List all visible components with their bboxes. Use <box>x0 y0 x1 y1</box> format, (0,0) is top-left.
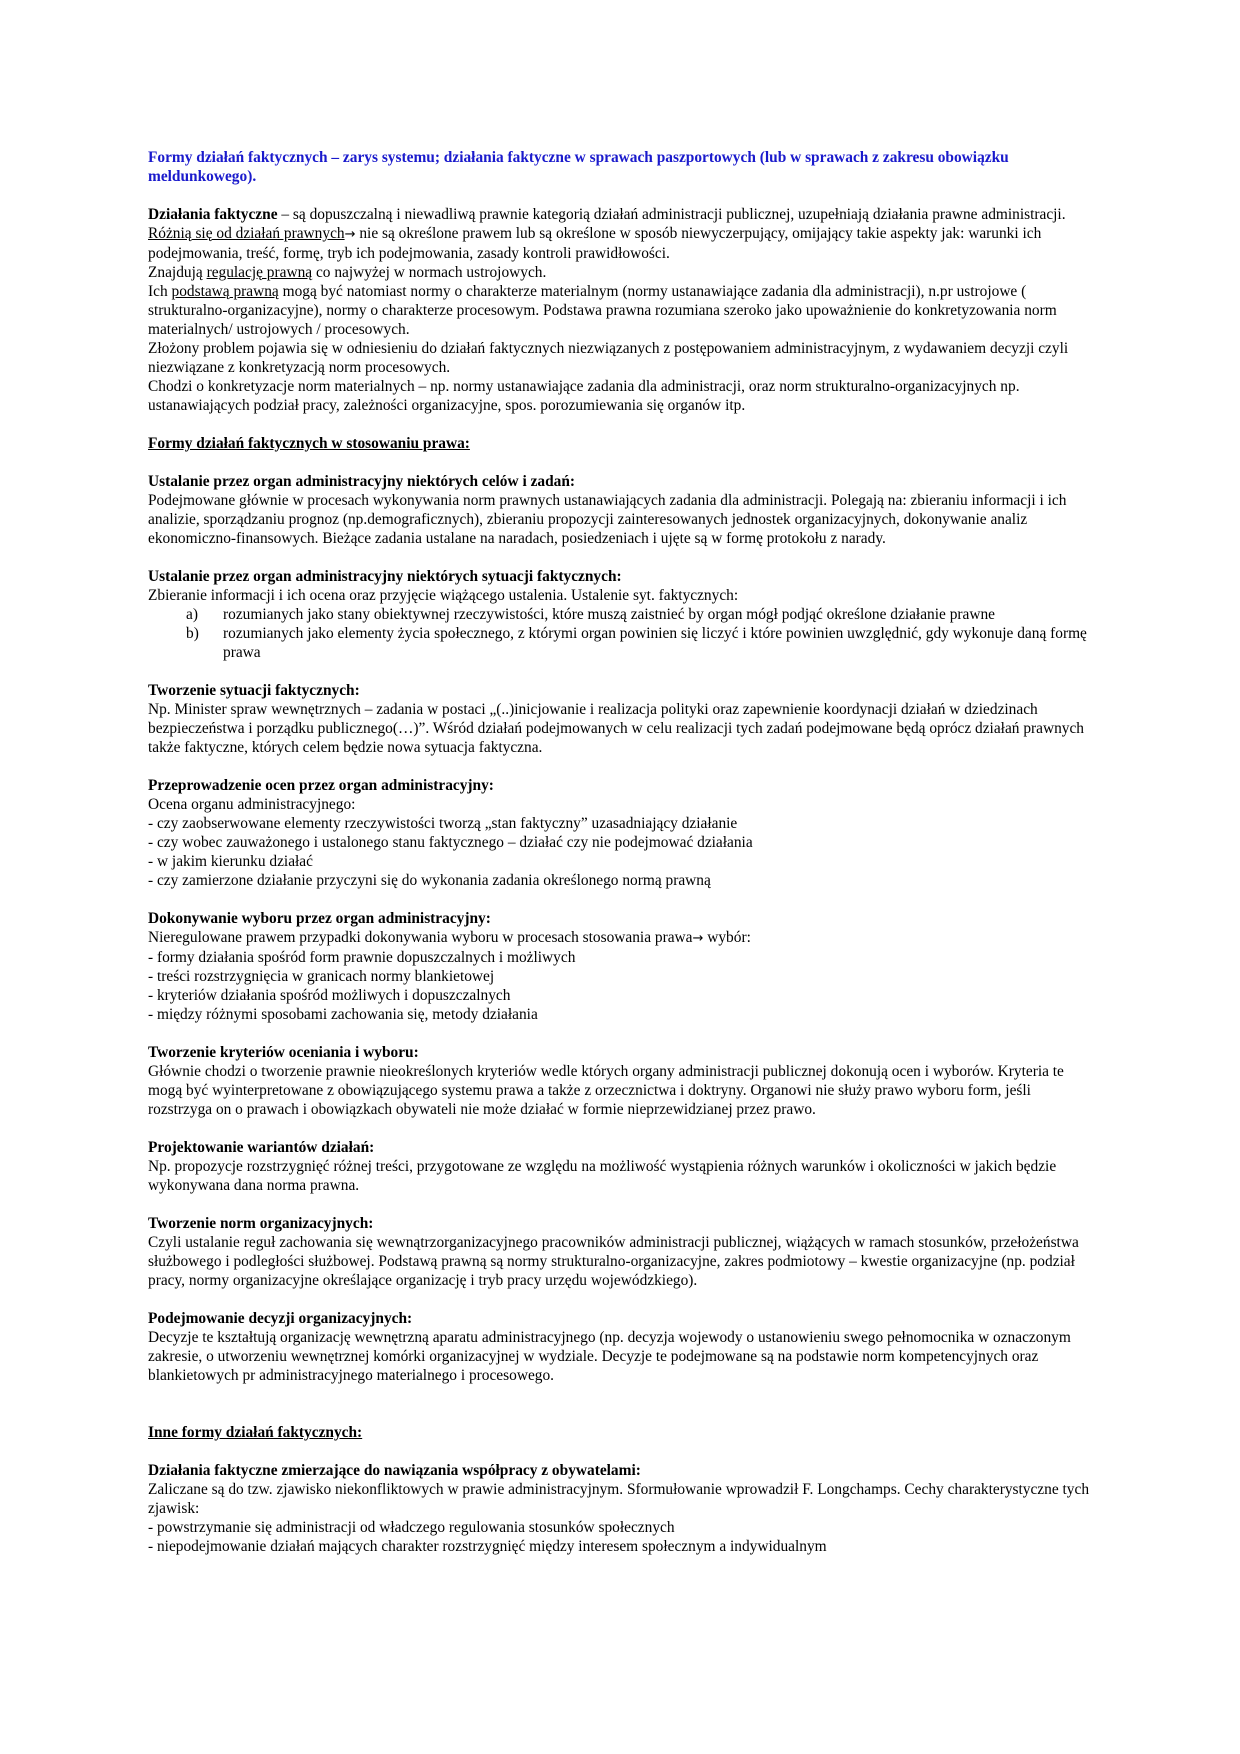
underlined-phrase: podstawą prawną <box>171 283 279 300</box>
intro-paragraph-1: Działania faktyczne – są dopuszczalną i niewadliwą prawnie kategorią działań administracji publicznej, uzupełniają działania prawne administracji. <box>148 206 1066 223</box>
subsection-text: Zaliczane są do tzw. zjawisko niekonfliktowych w prawie administracyjnym. Sformułowanie wprowadził F. Longchamps. Cechy charakterystyczne tych zjawisk: <box>148 1481 1090 1517</box>
underlined-phrase: Różnią się od działań prawnych <box>148 225 345 242</box>
list-marker: a) <box>186 606 198 623</box>
list-line: Ocena organu administracyjnego: <box>148 796 356 813</box>
list-line: - treści rozstrzygnięcia w granicach normy blankietowej <box>148 968 495 985</box>
list-line: - czy wobec zauważonego i ustalonego stanu faktycznego – działać czy nie podejmować działania <box>148 834 753 851</box>
intro-paragraph-2: Różnią się od działań prawnych→ nie są określone prawem lub są określone w sposób niewyczerpujący, omijający takie aspekty jak: warunki ich podejmowania, treść, formę, tryb ich podejmowania, zasady kontroli prawidłowości. <box>148 225 1042 262</box>
list-item: a) rozumianych jako stany obiektywnej rzeczywistości, które muszą zaistnieć by organ mógł podjąć określone działanie prawne <box>186 606 995 623</box>
intro-paragraph-4: Ich podstawą prawną mogą być natomiast normy o charakterze materialnym (normy ustanawiające zadania dla administracji), n.pr ustrojowe ( strukturalno-organizacyjne), normy o charakterze procesowym. Podstawa prawna rozumiana szeroko jako upoważnienie do konkretyzowania norm materialnych/ ustrojowych / procesowych. <box>148 283 1057 338</box>
intro-paragraph-5: Złożony problem pojawia się w odniesieniu do działań faktycznych niezwiązanych z postępowaniem administracyjnym, z wydawaniem decyzji czyli niezwiązane z konkretyzacją norm procesowych. <box>148 340 1069 376</box>
list-marker: b) <box>186 625 199 642</box>
subsection-heading: Podejmowanie decyzji organizacyjnych: <box>148 1310 413 1327</box>
underlined-phrase: regulację prawną <box>206 264 313 281</box>
subsection-heading: Przeprowadzenie ocen przez organ administracyjny: <box>148 777 494 794</box>
list-line: - formy działania spośród form prawnie dopuszczalnych i możliwych <box>148 949 576 966</box>
list-line: - niepodejmowanie działań mających charakter rozstrzygnięć między interesem społecznym a indywidualnym <box>148 1538 827 1555</box>
document-page <box>148 148 1094 1556</box>
intro-block <box>148 205 1094 415</box>
arrow-right-icon: → <box>344 227 356 242</box>
arrow-right-icon: → <box>692 931 704 946</box>
list-line: - w jakim kierunku działać <box>148 853 313 870</box>
list-line: - między różnymi sposobami zachowania się, metody działania <box>148 1006 538 1023</box>
subsection-heading: Działania faktyczne zmierzające do nawiązania współpracy z obywatelami: <box>148 1462 641 1479</box>
subsection-text: Zbieranie informacji i ich ocena oraz przyjęcie wiążącego ustalenia. Ustalenie syt. faktycznych: <box>148 587 739 604</box>
list-line: - kryteriów działania spośród możliwych i dopuszczalnych <box>148 987 511 1004</box>
term-bold: Działania faktyczne <box>148 206 278 223</box>
list-line: - czy zamierzone działanie przyczyni się do wykonania zadania określonego normą prawną <box>148 872 711 889</box>
subsection-heading: Tworzenie norm organizacyjnych: <box>148 1215 374 1232</box>
intro-paragraph-3: Znajdują regulację prawną co najwyżej w normach ustrojowych. <box>148 264 547 281</box>
subsection-heading: Dokonywanie wyboru przez organ administracyjny: <box>148 910 491 927</box>
document-title: Formy działań faktycznych – zarys systemu; działania faktyczne w sprawach paszportowych (lub w sprawach z zakresu obowiązku meldunkowego). <box>148 149 1009 185</box>
intro-paragraph-6: Chodzi o konkretyzacje norm materialnych – np. normy ustanawiające zadania dla administracji, oraz norm strukturalno-organizacyjnych np. ustanawiających podział pracy, zależności organizacyjne, spos. porozumiewania się organów itp. <box>148 378 1020 414</box>
subsection-heading: Ustalanie przez organ administracyjny niektórych sytuacji faktycznych: <box>148 568 622 585</box>
subsection-heading: Ustalanie przez organ administracyjny niektórych celów i zadań: <box>148 473 576 490</box>
lettered-list <box>148 605 1094 662</box>
subsection-text: Np. Minister spraw wewnętrznych – zadania w postaci „(..)inicjowanie i realizacja polityki oraz zapewnienie koordynacji działań w dziedzinach bezpieczeństwa i porządku publicznego(…)”. Wśród działań podejmowanych w celu realizacji tych zadań podejmowane będą oprócz działań prawnych także faktyczne, których celem będzie nowa sytuacja faktyczna. <box>148 701 1085 756</box>
subsection-heading: Tworzenie kryteriów oceniania i wyboru: <box>148 1044 419 1061</box>
section-heading: Formy działań faktycznych w stosowaniu prawa: <box>148 435 470 452</box>
subsection-text: Decyzje te kształtują organizację wewnętrzną aparatu administracyjnego (np. decyzja wojewody o ustanowieniu swego pełnomocnika w oznaczonym zakresie, o utworzeniu wewnętrznej komórki organizacyjnej w wydziale. Decyzje te podejmowane są na podstawie norm kompetencyjnych oraz blankietowych pr administracyjnego materialnego i procesowego. <box>148 1329 1071 1384</box>
subsection-text: Czyli ustalanie reguł zachowania się wewnątrzorganizacyjnego pracowników administracji publicznej, wiążących w ramach stosunków, przełożeństwa służbowego i podległości służbowej. Podstawą prawną są normy strukturalno-organizacyjne, zakres podmiotowy – kwestie organizacyjne (np. podział pracy, normy organizacyjne określające organizację i tryb pracy urzędu wojewódzkiego). <box>148 1234 1079 1289</box>
subsection-text: Głównie chodzi o tworzenie prawnie nieokreślonych kryteriów wedle których organy administracji publicznej dokonują ocen i wyborów. Kryteria te mogą być wyinterpretowane z obowiązującego systemu prawa a także z orzecznictwa i doktryny. Organowi nie służy prawo wyboru form, jeśli rozstrzyga on o prawach i obowiązkach obywateli nie może działać w formie nieprzewidzianej przez prawo. <box>148 1063 1064 1118</box>
list-item: b) rozumianych jako elementy życia społecznego, z którymi organ powinien się liczyć i które powinien uwzględnić, gdy wykonuje daną formę prawa <box>186 625 1087 661</box>
list-line: - powstrzymanie się administracji od władczego regulowania stosunków społecznych <box>148 1519 675 1536</box>
list-line: Nieregulowane prawem przypadki dokonywania wyboru w procesach stosowania prawa→ wybór: <box>148 929 751 946</box>
subsection-heading: Projektowanie wariantów działań: <box>148 1139 375 1156</box>
subsection-heading: Tworzenie sytuacji faktycznych: <box>148 682 360 699</box>
section-heading: Inne formy działań faktycznych: <box>148 1424 363 1441</box>
subsection-text: Podejmowane głównie w procesach wykonywania norm prawnych ustanawiających zadania dla administracji. Polegają na: zbieraniu informacji i ich analizie, sporządzaniu prognoz (np.demograficznych), zbieraniu propozycji zainteresowanych jednostek organizacyjnych, dokonywanie analiz ekonomiczno-finansowych. Bieżące zadania ustalane na naradach, posiedzeniach i ujęte są w formę protokołu z narady. <box>148 492 1067 547</box>
list-line: - czy zaobserwowane elementy rzeczywistości tworzą „stan faktyczny” uzasadniający działanie <box>148 815 738 832</box>
subsection-text: Np. propozycje rozstrzygnięć różnej treści, przygotowane ze względu na możliwość wystąpienia różnych warunków i okoliczności w jakich będzie wykonywana dana norma prawna. <box>148 1158 1057 1194</box>
